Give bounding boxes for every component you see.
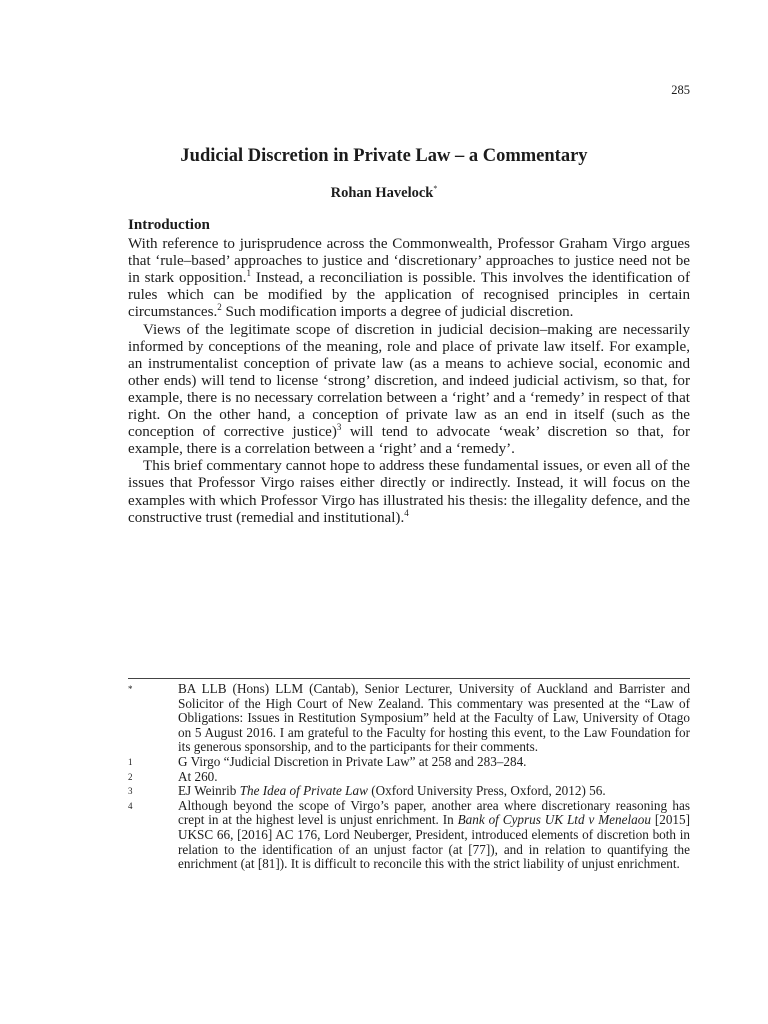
paragraph-text: This brief commentary cannot hope to address these fundamental issues, or even all of the issues that Professor Virgo raises either directly or indirectly. Instead, it will focus on the examples with which Professor Virgo has illustrated his thesis: the illegality defence, and the constructive trust (remedial and institutional). (128, 458, 690, 526)
article-body (128, 217, 690, 527)
footnote-3 (128, 784, 690, 799)
footnote-mark: 2 (128, 771, 133, 782)
footnote-text: At 260. (178, 768, 218, 784)
footnote-text-part: [2015] UKSC 66, [2016] AC 176, Lord Neuberger, President, introduced elements of discretion both in relation to the identification of an unjust factor (at [77]), and in relation to quantifying the enrichment (at [81]). It is difficult to reconcile this with the strict liability of unjust enrichment. (178, 812, 690, 872)
paragraph (128, 322, 690, 459)
footnote-mark: 1 (128, 756, 133, 767)
footnote-star (128, 682, 690, 755)
footnote-text (178, 799, 690, 872)
author-line (0, 184, 768, 202)
footnote-1 (128, 755, 690, 770)
paragraph (128, 236, 690, 321)
citation-title: The Idea of Private Law (239, 783, 368, 799)
author-name: Rohan Havelock (330, 184, 434, 201)
paragraph (128, 458, 690, 526)
footnote-4 (128, 799, 690, 872)
case-name: Bank of Cyprus UK Ltd v Menelaou (457, 812, 651, 828)
author-footnote-marker: * (433, 184, 438, 193)
footnote-2 (128, 770, 690, 785)
footnote-mark: * (128, 684, 133, 694)
footnote-ref: 2 (217, 302, 222, 313)
footnote-divider (128, 678, 690, 679)
footnote-mark: 3 (128, 786, 133, 797)
paragraph-text: Instead, a reconciliation is possible. This involves the identification of rules which can be modified by the application of recognised principles in certain circumstances. (128, 270, 690, 321)
footnote-mark: 4 (128, 800, 133, 811)
footnote-text: BA LLB (Hons) LLM (Cantab), Senior Lecturer, University of Auckland and Barrister and Solicitor of the High Court of New Zealand. This commentary was presented at the “Law of Obligations: Issues in Restitution Symposium” held at the Faculty of Law, University of Otago on 5 August 2016. I am grateful to the Faculty for hosting this event, to the Law Foundation for its generous sponsorship, and to the participants for their comments. (178, 681, 690, 755)
article-title: Judicial Discretion in Private Law – a Commentary (180, 146, 588, 166)
paragraph-text: With reference to jurisprudence across the Commonwealth, Professor Graham Virgo argues that ‘rule–based’ approaches to justice and ‘discretionary’ approaches to justice need not be in stark opposition. (128, 236, 690, 287)
footnote-ref: 1 (246, 268, 251, 279)
paragraph-text: Such modification imports a degree of judicial discretion. (221, 304, 574, 321)
footnote-text-part: Although beyond the scope of Virgo’s paper, another area where discretionary reasoning has crept in at the highest level is unjust enrichment. In (178, 797, 690, 828)
footnote-ref: 3 (336, 422, 342, 433)
paragraph-text: Views of the legitimate scope of discretion in judicial decision–making are necessarily informed by conceptions of the meaning, role and place of private law itself. For example, an instrumentalist conception of private law (as a means to achieve social, economic and other ends) will tend to license ‘strong’ discretion, and indeed judicial activism, so that, for example, there is no necessary correlation between a ‘right’ and a ‘remedy’ in respect of that right. On the other hand, a conception of private law as an end in itself (such as the conception of corrective justice) (128, 321, 690, 441)
footnote-text-part: (Oxford University Press, Oxford, 2012) 56. (367, 783, 606, 799)
footnotes (128, 682, 690, 872)
page-number: 285 (671, 83, 690, 97)
section-heading: Introduction (128, 217, 210, 233)
paragraph-text: will tend to advocate ‘weak’ discretion so that, for example, there is a correlation between a ‘right’ and a ‘remedy’. (128, 424, 691, 458)
footnote-text: G Virgo “Judicial Discretion in Private Law” at 258 and 283–284. (178, 753, 527, 769)
footnote-ref: 4 (404, 507, 409, 518)
footnote-text (178, 784, 690, 799)
footnote-text-part: EJ Weinrib (178, 783, 240, 799)
